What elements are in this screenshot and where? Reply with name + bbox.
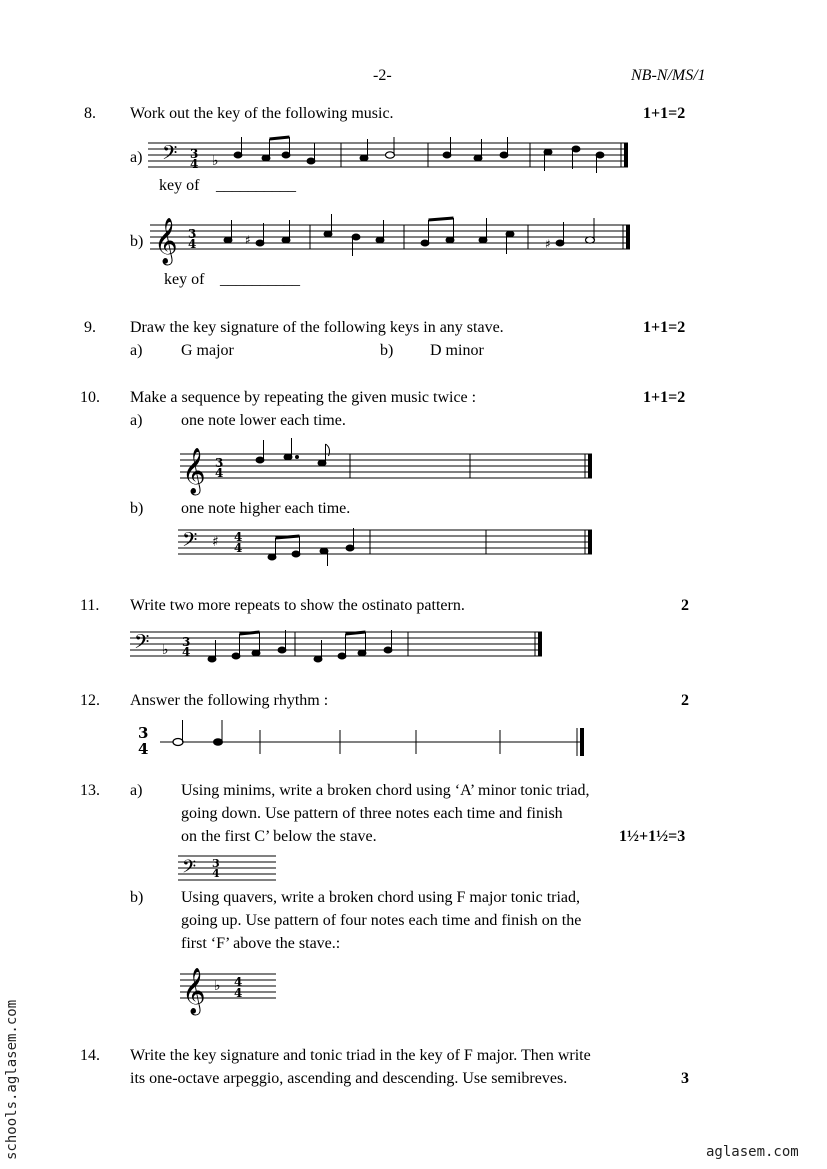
time-sig-top: 3 bbox=[138, 724, 149, 742]
part-label: a) bbox=[130, 342, 143, 359]
treble-clef-icon: 𝄞 bbox=[182, 968, 206, 1014]
question-number: 12. bbox=[80, 692, 100, 709]
bass-clef-icon: 𝄢 bbox=[162, 141, 178, 169]
question-marks: 1½+1½=3 bbox=[619, 828, 686, 845]
part-text: going down. Use pattern of three notes each time and finish bbox=[181, 805, 563, 822]
part-label: b) bbox=[380, 342, 394, 359]
question-marks: 1+1=2 bbox=[643, 319, 686, 336]
part-text: one note lower each time. bbox=[181, 412, 346, 429]
answer-blank[interactable]: __________ bbox=[216, 177, 296, 194]
time-sig-top: 4 bbox=[234, 530, 243, 544]
music-staff bbox=[180, 438, 600, 498]
time-sig-bottom: 4 bbox=[234, 541, 243, 555]
sharp-icon: ♯ bbox=[245, 233, 251, 247]
answer-blank[interactable]: __________ bbox=[220, 271, 300, 288]
time-sig-bottom: 4 bbox=[188, 237, 197, 251]
answer-prompt: key of bbox=[164, 271, 205, 288]
question-number: 13. bbox=[80, 782, 100, 799]
music-staff bbox=[180, 962, 290, 1022]
part-label: a) bbox=[130, 782, 143, 799]
time-sig-top: 3 bbox=[188, 227, 197, 241]
time-sig-bottom: 4 bbox=[234, 986, 243, 1000]
question-number: 11. bbox=[80, 597, 100, 614]
question-text: Write two more repeats to show the ostinato pattern. bbox=[130, 597, 465, 614]
treble-clef-icon: 𝄞 bbox=[182, 448, 206, 494]
time-sig-bottom: 4 bbox=[212, 867, 220, 880]
part-text: G major bbox=[181, 342, 234, 359]
part-text: going up. Use pattern of four notes each time and finish on the bbox=[181, 912, 582, 929]
question-number: 14. bbox=[80, 1047, 100, 1064]
time-sig-top: 3 bbox=[182, 635, 191, 649]
page-number: -2- bbox=[373, 67, 392, 84]
part-text: D minor bbox=[430, 342, 484, 359]
side-watermark: schools.aglasem.com bbox=[4, 999, 20, 1160]
music-staff bbox=[178, 522, 598, 572]
bass-clef-icon: 𝄢 bbox=[134, 630, 150, 658]
answer-prompt: key of bbox=[159, 177, 200, 194]
footer-watermark: aglasem.com bbox=[706, 1144, 799, 1160]
question-text: Work out the key of the following music. bbox=[130, 105, 394, 122]
question-number: 9. bbox=[84, 319, 96, 336]
question-text: Make a sequence by repeating the given music twice : bbox=[130, 389, 477, 406]
time-sig-bottom: 4 bbox=[182, 645, 191, 659]
part-label: b) bbox=[130, 233, 144, 250]
paper-code: NB-N/MS/1 bbox=[631, 67, 706, 84]
time-sig-top: 3 bbox=[212, 857, 220, 870]
flat-icon: ♭ bbox=[162, 642, 169, 658]
question-text: Answer the following rhythm : bbox=[130, 692, 329, 709]
bass-clef-icon: 𝄢 bbox=[182, 857, 197, 882]
question-text: its one-octave arpeggio, ascending and descending. Use semibreves. bbox=[130, 1070, 568, 1087]
rhythm-line bbox=[134, 718, 594, 762]
part-text: on the first C’ below the stave. bbox=[181, 828, 377, 845]
part-text: Using quavers, write a broken chord using F major tonic triad, bbox=[181, 889, 581, 906]
part-label: a) bbox=[130, 412, 143, 429]
flat-icon: ♭ bbox=[214, 978, 221, 994]
question-number: 10. bbox=[80, 389, 100, 406]
time-sig-top: 3 bbox=[215, 456, 224, 470]
part-text: Using minims, write a broken chord using ‘A’ minor tonic triad, bbox=[181, 782, 590, 799]
bass-clef-icon: 𝄢 bbox=[182, 528, 198, 556]
music-staff bbox=[150, 208, 640, 268]
part-label: a) bbox=[130, 149, 143, 166]
flat-icon: ♭ bbox=[212, 153, 219, 169]
part-text: first ‘F’ above the stave.: bbox=[181, 935, 341, 952]
sharp-icon: ♯ bbox=[212, 534, 219, 550]
question-marks: 2 bbox=[681, 692, 689, 709]
music-staff bbox=[130, 624, 550, 674]
question-text: Draw the key signature of the following keys in any stave. bbox=[130, 319, 504, 336]
time-sig-bottom: 4 bbox=[215, 466, 224, 480]
part-text: one note higher each time. bbox=[181, 500, 351, 517]
treble-clef-icon: 𝄞 bbox=[154, 218, 178, 264]
question-marks: 3 bbox=[681, 1070, 689, 1087]
time-sig-top: 4 bbox=[234, 975, 243, 989]
sharp-icon: ♯ bbox=[545, 237, 551, 251]
music-staff bbox=[178, 852, 288, 888]
question-number: 8. bbox=[84, 105, 96, 122]
question-marks: 2 bbox=[681, 597, 689, 614]
question-marks: 1+1=2 bbox=[643, 389, 686, 406]
time-sig-bottom: 4 bbox=[190, 157, 199, 171]
part-label: b) bbox=[130, 500, 144, 517]
time-sig-top: 3 bbox=[190, 147, 199, 161]
time-sig-bottom: 4 bbox=[138, 740, 149, 758]
part-label: b) bbox=[130, 889, 144, 906]
music-staff bbox=[148, 135, 638, 185]
question-text: Write the key signature and tonic triad in the key of F major. Then write bbox=[130, 1047, 591, 1064]
question-marks: 1+1=2 bbox=[643, 105, 686, 122]
